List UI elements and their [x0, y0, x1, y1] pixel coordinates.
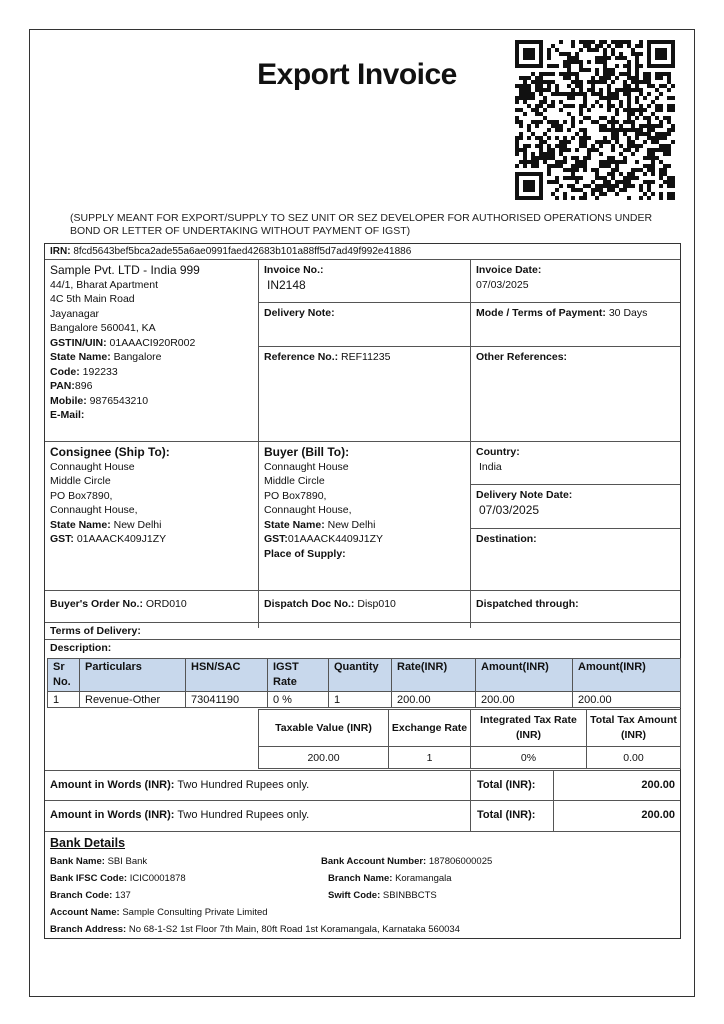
divider	[553, 771, 554, 801]
consignee-address-line: PO Box7890,	[50, 489, 113, 502]
consignee-address-line: Connaught House,	[50, 504, 138, 516]
items-header-row	[48, 659, 681, 692]
amount-words-value: Two Hundred Rupees only.	[177, 779, 310, 791]
seller-gstin-label: GSTIN/UIN:	[50, 336, 107, 349]
buyer-address-line: Connaught House	[264, 460, 349, 473]
document-title: Export Invoice	[257, 58, 457, 91]
tax-value: 0%	[471, 747, 587, 769]
supply-note: (SUPPLY MEANT FOR EXPORT/SUPPLY TO SEZ UNIT OR SEZ DEVELOPER FOR AUTHORISED OPERATIONS UNDER BOND OR LETTER OF UNDERTAKING WITHOUT PAYMENT OF IGST)	[70, 212, 653, 237]
items-cell: 1	[48, 692, 80, 708]
country-value: India	[479, 460, 502, 473]
ifsc: ICIC0001878	[129, 873, 186, 884]
bank-heading: Bank Details	[50, 836, 126, 850]
invoice-date-cell	[471, 260, 680, 295]
country-label: Country:	[476, 446, 520, 458]
terms-of-delivery-label: Terms of Delivery:	[50, 625, 141, 637]
consignee-gst: 01AAACK409J1ZY	[76, 533, 167, 545]
items-cell: 200.00	[573, 692, 681, 708]
tax-value: 1	[389, 747, 471, 769]
dispatched-through-cell	[471, 594, 680, 615]
total-value: 200.00	[641, 809, 675, 821]
divider	[45, 590, 680, 591]
bank-name-label: Bank Name:	[50, 856, 105, 867]
amount-words-row	[45, 800, 680, 830]
consignee-address-line: Middle Circle	[50, 475, 111, 487]
delivery-note-cell	[259, 303, 470, 324]
delivery-note-label: Delivery Note:	[264, 307, 335, 319]
tax-value: 0.00	[587, 747, 681, 769]
other-references-label: Other References:	[476, 351, 568, 363]
seller-email-label: E-Mail:	[50, 409, 85, 421]
bank-details	[45, 831, 680, 939]
seller-pan-label: PAN:	[50, 380, 75, 392]
amount-words-row	[45, 770, 680, 800]
seller-name: Sample Pvt. LTD - India 999	[50, 263, 200, 277]
items-cell: 200.00	[476, 692, 573, 708]
description-label: Description:	[50, 642, 112, 654]
destination-label: Destination:	[476, 533, 537, 545]
seller-address-line: 44/1, Bharat Apartment	[50, 278, 158, 291]
buyers-order-label: Buyer's Order No.:	[50, 598, 143, 610]
other-references-cell	[471, 347, 680, 368]
account-name: Sample Consulting Private Limited	[122, 907, 268, 918]
tax-header: Total Tax Amount (INR)	[587, 710, 681, 747]
branch-code: 137	[114, 890, 131, 901]
items-header: Quantity	[329, 659, 392, 692]
tax-header: Integrated Tax Rate (INR)	[471, 710, 587, 747]
buyer-gst-label: GST:	[264, 533, 288, 545]
ifsc-label: Bank IFSC Code:	[50, 873, 128, 884]
consignee-gst-label: GST:	[50, 533, 74, 545]
irn-label: IRN:	[50, 246, 71, 257]
divider	[470, 801, 471, 831]
seller-code-label: Code:	[50, 365, 80, 378]
seller-mobile-label: Mobile:	[50, 394, 87, 407]
consignee-address-line: Connaught House	[50, 460, 135, 473]
branch-name: Koramangala	[395, 873, 452, 884]
consignee-state-label: State Name:	[50, 518, 111, 531]
reference-no-value: REF11235	[341, 351, 391, 363]
tax-table	[258, 709, 681, 769]
invoice-no-label: Invoice No.:	[264, 264, 324, 276]
delivery-note-date-label: Delivery Note Date:	[476, 489, 573, 501]
amount-words-value: Two Hundred Rupees only.	[177, 809, 310, 821]
seller-state-label: State Name:	[50, 351, 111, 363]
account-number-label: Bank Account Number:	[321, 856, 427, 867]
dispatch-doc-value: Disp010	[357, 598, 396, 610]
amount-words-label: Amount in Words (INR):	[50, 779, 175, 791]
dispatch-doc-label: Dispatch Doc No.:	[264, 598, 355, 610]
dispatched-through-label: Dispatched through:	[476, 598, 579, 610]
branch-name-label: Branch Name:	[328, 873, 393, 884]
seller-address-line: Bangalore 560041, KA	[50, 322, 156, 334]
swift: SBINBBCTS	[382, 890, 437, 901]
items-cell: Revenue-Other	[80, 692, 186, 708]
amount-words-label: Amount in Words (INR):	[50, 809, 175, 821]
items-header: Particulars	[80, 659, 186, 692]
qr-code-icon	[515, 40, 675, 200]
items-header: Rate(INR)	[392, 659, 476, 692]
dispatch-doc-cell	[259, 594, 470, 615]
table-row	[48, 692, 681, 708]
invoice-no-value: IN2148	[267, 277, 306, 292]
buyer-state-label: State Name:	[264, 518, 325, 531]
tax-value-row	[259, 747, 681, 769]
seller-address-line: 4C 5th Main Road	[50, 293, 135, 305]
items-cell: 1	[329, 692, 392, 708]
total-value: 200.00	[641, 779, 675, 791]
tax-header-row	[259, 710, 681, 747]
bank-name: SBI Bank	[107, 856, 148, 867]
items-cell: 0 %	[268, 692, 329, 708]
divider	[470, 771, 471, 801]
buyer-block	[259, 442, 470, 564]
items-cell: 200.00	[392, 692, 476, 708]
reference-no-label: Reference No.:	[264, 351, 339, 363]
destination-cell	[471, 529, 680, 550]
invoice-date-value: 07/03/2025	[476, 278, 529, 291]
seller-state: Bangalore	[113, 351, 162, 363]
seller-pan: 896	[74, 380, 93, 392]
account-name-label: Account Name:	[50, 907, 120, 918]
items-header: HSN/SAC	[186, 659, 268, 692]
tax-value: 200.00	[259, 747, 389, 769]
country-cell	[471, 442, 680, 477]
irn-row	[45, 244, 680, 260]
irn-value: 8fcd5643bef5bca2ade55a6ae0991faed42683b101a88ff5d7ad49f992e41886	[73, 246, 412, 257]
swift-label: Swift Code:	[328, 890, 381, 901]
invoice-no-cell	[259, 260, 470, 295]
reference-no-cell	[259, 347, 470, 368]
items-header: Amount(INR)	[476, 659, 573, 692]
divider	[553, 801, 554, 831]
tax-header: Taxable Value (INR)	[259, 710, 389, 747]
items-header: Sr No.	[48, 659, 80, 692]
terms-of-delivery-cell	[45, 623, 680, 642]
buyer-gst: 01AAACK4409J1ZY	[287, 533, 384, 545]
consignee-block	[45, 442, 258, 550]
items-header: Amount(INR)	[573, 659, 681, 692]
tax-header: Exchange Rate	[389, 710, 471, 747]
payment-terms-label: Mode / Terms of Payment:	[476, 307, 606, 319]
buyers-order-value: ORD010	[145, 598, 187, 610]
seller-address-line: Jayanagar	[50, 307, 100, 320]
account-number: 187806000025	[428, 856, 493, 867]
seller-block	[45, 260, 258, 426]
buyer-address-line: PO Box7890,	[264, 489, 327, 502]
total-label: Total (INR):	[477, 779, 536, 791]
buyer-address-line: Connaught House,	[264, 504, 352, 516]
buyer-place-label: Place of Supply:	[264, 547, 346, 560]
items-table	[47, 658, 681, 708]
buyer-address-line: Middle Circle	[264, 475, 325, 487]
items-header: IGST Rate	[268, 659, 329, 692]
description-cell	[45, 640, 680, 659]
buyer-state: New Delhi	[327, 518, 376, 531]
consignee-state: New Delhi	[113, 518, 162, 531]
items-cell: 73041190	[186, 692, 268, 708]
delivery-note-date-cell	[471, 485, 680, 520]
delivery-note-date-value: 07/03/2025	[479, 502, 540, 517]
buyer-label: Buyer (Bill To):	[264, 445, 350, 459]
invoice-date-label: Invoice Date:	[476, 264, 542, 276]
payment-terms-cell	[471, 303, 680, 324]
invoice-box	[44, 243, 681, 939]
seller-gstin: 01AAACI920R002	[109, 336, 196, 349]
seller-code: 192233	[82, 365, 118, 378]
consignee-label: Consignee (Ship To):	[50, 445, 170, 459]
total-label: Total (INR):	[477, 809, 536, 821]
payment-terms-value: 30 Days	[608, 307, 648, 319]
branch-address: No 68-1-S2 1st Floor 7th Main, 80ft Road 1st Koramangala, Karnataka 560034	[128, 924, 460, 935]
branch-address-label: Branch Address:	[50, 924, 127, 935]
branch-code-label: Branch Code:	[50, 890, 113, 901]
seller-mobile: 9876543210	[89, 394, 149, 407]
buyers-order-cell	[45, 594, 258, 615]
